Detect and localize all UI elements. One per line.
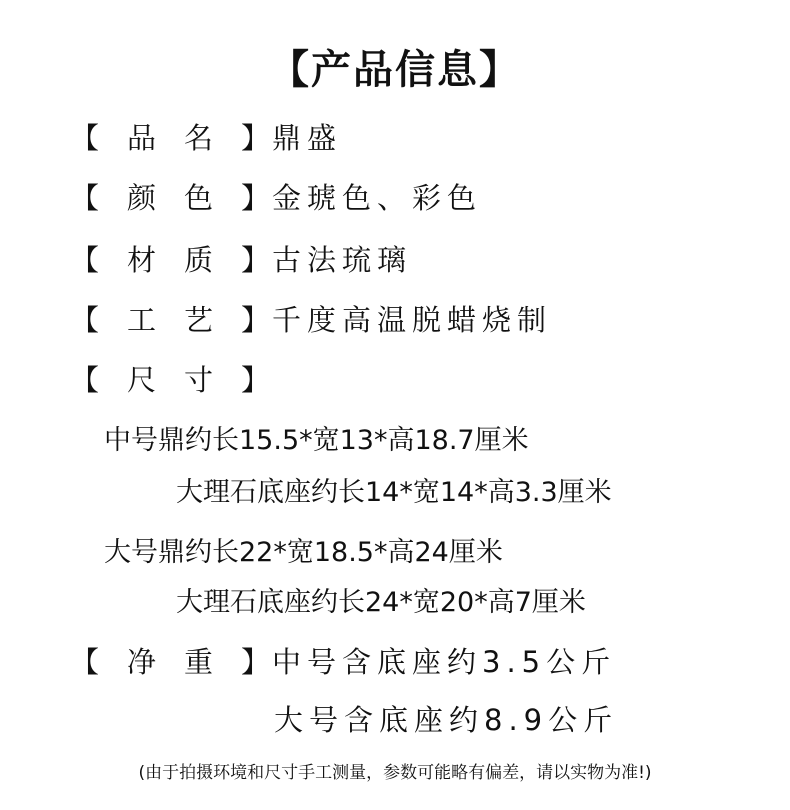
field-name-value: 鼎盛: [272, 120, 343, 155]
field-material: [70, 240, 412, 276]
section-title: 【产品信息】: [269, 46, 521, 93]
field-color: [70, 178, 482, 214]
field-material-label: 【 材 质 】: [70, 242, 270, 277]
weight-line-large-value: 大号含底座约8.9公斤: [274, 702, 619, 737]
size-line-large-base: 大理石底座约长24*宽20*高7厘米: [176, 586, 586, 618]
weight-line-large: [272, 700, 618, 736]
size-line-medium-base: 大理石底座约长14*宽14*高3.3厘米: [176, 476, 612, 508]
field-craft-value: 千度高温脱蜡烧制: [272, 302, 553, 337]
field-weight-value: 中号含底座约3.5公斤: [272, 644, 617, 679]
field-material-value: 古法琉璃: [272, 242, 413, 277]
size-line-large-ding: 大号鼎约长22*宽18.5*高24厘米: [104, 536, 503, 568]
field-name: [70, 118, 342, 154]
field-craft: [70, 300, 552, 336]
size-line-medium-ding: 中号鼎约长15.5*宽13*高18.7厘米: [104, 424, 529, 456]
field-size-label: 【 尺 寸 】: [70, 362, 270, 397]
field-weight-label: 【 净 重 】: [70, 644, 270, 679]
field-color-label: 【 颜 色 】: [70, 180, 270, 215]
field-weight: [70, 642, 616, 678]
field-name-label: 【 品 名 】: [70, 120, 270, 155]
field-color-value: 金琥色、彩色: [272, 180, 483, 215]
disclaimer-note: (由于拍摄环境和尺寸手工测量，参数可能略有偏差，请以实物为准!): [138, 763, 652, 783]
field-size: [70, 360, 272, 396]
field-craft-label: 【 工 艺 】: [70, 302, 270, 337]
